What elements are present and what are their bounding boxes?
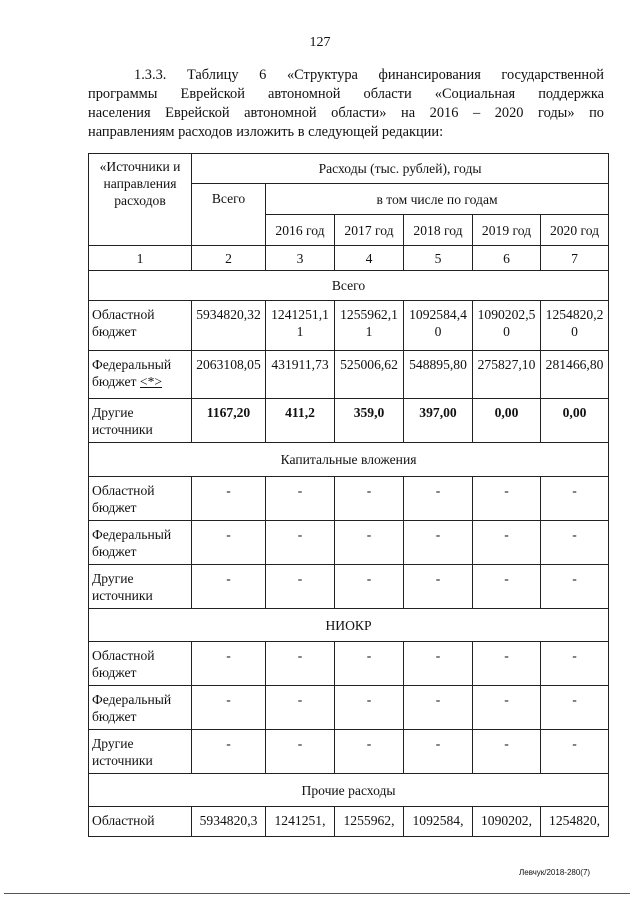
table-row (89, 477, 609, 521)
row-label-text: Областной бюджет (92, 483, 155, 515)
table-row (89, 686, 609, 730)
document-code: Левчук/2018-280(7) (519, 868, 591, 877)
table-row (89, 807, 609, 837)
value-cell: - (404, 521, 473, 565)
header-year: 2017 год (335, 215, 404, 246)
value-cell: - (473, 730, 541, 774)
intro-line: 1.3.3. Таблицу 6 «Структура финансирования государственной (134, 67, 604, 83)
value-cell: - (335, 730, 404, 774)
value-cell: - (335, 686, 404, 730)
section-title: Всего (89, 271, 609, 301)
row-label-text: Областной бюджет (92, 307, 155, 339)
value-cell: - (335, 642, 404, 686)
header-row (89, 154, 609, 184)
column-number: 6 (473, 246, 541, 271)
row-label (89, 477, 192, 521)
financing-table (88, 153, 609, 837)
value-cell: - (473, 565, 541, 609)
value-cell: 431911,73 (266, 351, 335, 399)
value-cell: - (541, 642, 609, 686)
row-label (89, 399, 192, 443)
row-label-text: Областной (92, 813, 155, 828)
value-cell: - (404, 730, 473, 774)
header-year: 2019 год (473, 215, 541, 246)
value-cell: 1090202, (473, 807, 541, 837)
value-cell: - (192, 477, 266, 521)
value-cell: - (541, 565, 609, 609)
intro-line: направлениям расходов изложить в следующей редакции: (88, 124, 444, 140)
value-cell: 1167,20 (192, 399, 266, 443)
row-label (89, 686, 192, 730)
value-cell: - (266, 642, 335, 686)
section-row (89, 774, 609, 807)
header-year: 2016 год (266, 215, 335, 246)
value-cell: 1255962,11 (335, 301, 404, 351)
value-cell: - (266, 686, 335, 730)
value-cell: 1092584,40 (404, 301, 473, 351)
value-cell: 397,00 (404, 399, 473, 443)
value-cell: 2063108,05 (192, 351, 266, 399)
value-cell: - (404, 477, 473, 521)
row-label (89, 807, 192, 837)
section-title: Прочие расходы (89, 774, 609, 807)
value-cell: 1254820,20 (541, 301, 609, 351)
value-cell: 359,0 (335, 399, 404, 443)
header-sources: «Источники и направления расходов (89, 154, 192, 246)
value-cell: - (404, 642, 473, 686)
value-cell: - (473, 642, 541, 686)
table-row (89, 351, 609, 399)
intro-line: программы Еврейской автономной области «Социальная поддержка (88, 86, 604, 102)
value-cell: 5934820,32 (192, 301, 266, 351)
value-cell: - (335, 521, 404, 565)
header-by-year: в том числе по годам (266, 184, 609, 215)
value-cell: - (541, 730, 609, 774)
row-label-text: Другие источники (92, 736, 153, 768)
value-cell: - (266, 521, 335, 565)
value-cell: - (335, 565, 404, 609)
value-cell: - (192, 521, 266, 565)
table-row (89, 730, 609, 774)
value-cell: - (541, 521, 609, 565)
value-cell: - (192, 642, 266, 686)
table-body (89, 154, 609, 837)
column-number: 4 (335, 246, 404, 271)
header-year: 2020 год (541, 215, 609, 246)
value-cell: 0,00 (541, 399, 609, 443)
value-cell: - (473, 521, 541, 565)
row-label (89, 521, 192, 565)
value-cell: - (541, 686, 609, 730)
value-cell: 1092584, (404, 807, 473, 837)
column-number-row (89, 246, 609, 271)
header-total: Всего (192, 184, 266, 246)
value-cell: - (266, 730, 335, 774)
value-cell: - (404, 686, 473, 730)
row-label-text: Другие источники (92, 571, 153, 603)
value-cell: 1090202,50 (473, 301, 541, 351)
column-number: 7 (541, 246, 609, 271)
section-row (89, 271, 609, 301)
value-cell: - (192, 730, 266, 774)
value-cell: 1241251, (266, 807, 335, 837)
row-label (89, 642, 192, 686)
value-cell: 525006,62 (335, 351, 404, 399)
value-cell: 281466,80 (541, 351, 609, 399)
table-row (89, 565, 609, 609)
table-row (89, 399, 609, 443)
row-label (89, 565, 192, 609)
row-label-text: Федеральный бюджет (92, 357, 172, 389)
section-title: Капитальные вложения (89, 443, 609, 477)
row-label (89, 730, 192, 774)
value-cell: - (266, 477, 335, 521)
row-label-text: Другие источники (92, 405, 153, 437)
header-expenses: Расходы (тыс. рублей), годы (192, 154, 609, 184)
column-number: 5 (404, 246, 473, 271)
section-row (89, 609, 609, 642)
footnote-link[interactable]: <*> (139, 374, 163, 389)
value-cell: 1255962, (335, 807, 404, 837)
value-cell: 548895,80 (404, 351, 473, 399)
row-label-text: Федеральный бюджет (92, 527, 172, 559)
value-cell: - (266, 565, 335, 609)
bottom-rule (4, 893, 630, 894)
value-cell: - (541, 477, 609, 521)
value-cell: 411,2 (266, 399, 335, 443)
intro-line: населения Еврейской автономной области» на 2016 – 2020 годы» по (88, 105, 604, 121)
table-row (89, 642, 609, 686)
header-year: 2018 год (404, 215, 473, 246)
value-cell: 275827,10 (473, 351, 541, 399)
value-cell: 0,00 (473, 399, 541, 443)
value-cell: - (192, 565, 266, 609)
page-number: 127 (309, 35, 331, 50)
value-cell: - (335, 477, 404, 521)
row-label-text: Областной бюджет (92, 648, 155, 680)
row-label (89, 351, 192, 399)
value-cell: - (404, 565, 473, 609)
value-cell: 1241251,11 (266, 301, 335, 351)
section-title: НИОКР (89, 609, 609, 642)
intro-paragraph (88, 66, 604, 142)
table-row (89, 521, 609, 565)
value-cell: - (473, 686, 541, 730)
row-label (89, 301, 192, 351)
value-cell: - (192, 686, 266, 730)
value-cell: - (473, 477, 541, 521)
column-number: 3 (266, 246, 335, 271)
table-row (89, 301, 609, 351)
section-row (89, 443, 609, 477)
row-label-text: Федеральный бюджет (92, 692, 172, 724)
value-cell: 5934820,3 (192, 807, 266, 837)
column-number: 2 (192, 246, 266, 271)
column-number: 1 (89, 246, 192, 271)
value-cell: 1254820, (541, 807, 609, 837)
